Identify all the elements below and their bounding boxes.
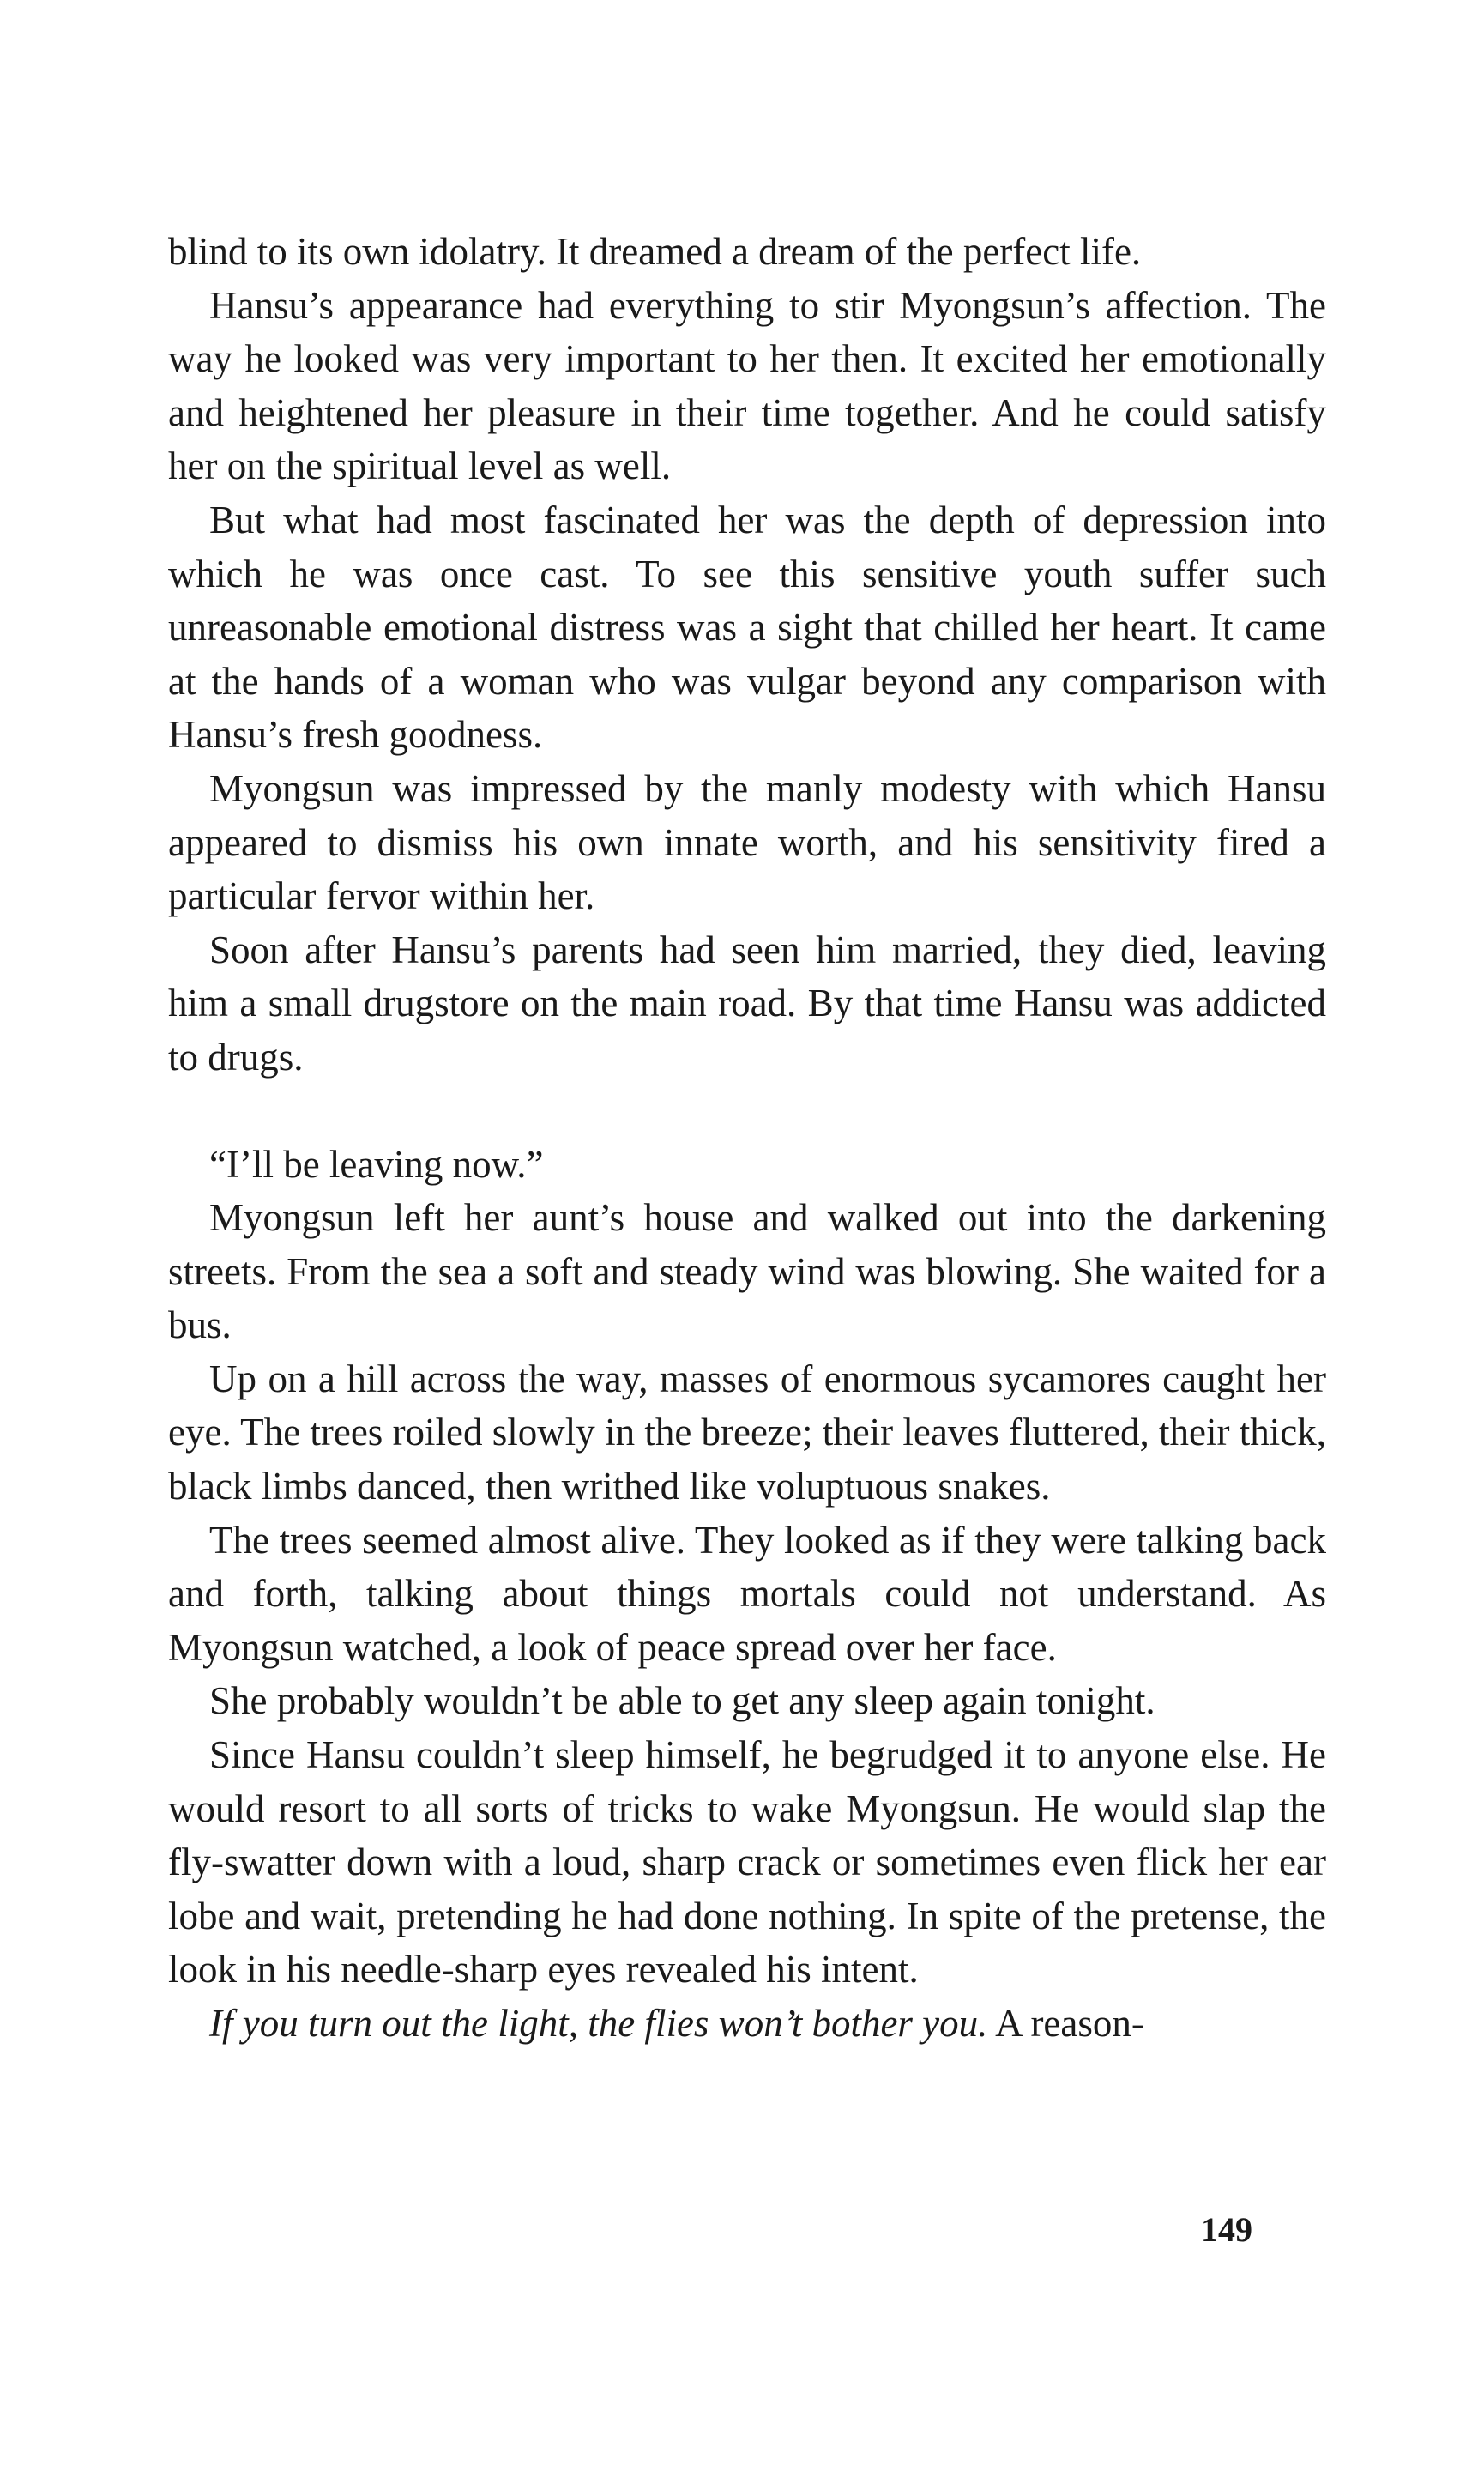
paragraph-8: Up on a hill across the way, masses of enormous sycamores caught her eye. The trees roiled slowly in the breeze; their leaves fluttered, their thick, black limbs danced, then writhed like voluptuous snakes. [168,1357,1326,1508]
paragraph-12 [168,1997,1326,2051]
paragraph-4: Myongsun was impressed by the manly modesty with which Hansu appeared to dismiss his own innate worth, and his sensitivity fired a particular fervor within her. [168,766,1326,918]
paragraph-1: blind to its own idolatry. It dreamed a dream of the perfect life. [168,230,1142,273]
body-text [168,225,1326,2051]
paragraph-2: Hansu’s appearance had everything to stir Myongsun’s affection. The way he looked was very important to her then. It excited her emotionally and heightened her pleasure in their time together. And he could satisfy her on the spiritual level as well. [168,283,1326,488]
section-break [168,1085,1326,1138]
paragraph-10: She probably wouldn’t be able to get any sleep again tonight. [209,1679,1155,1723]
paragraph-12-continuation: A reason- [987,2002,1144,2045]
paragraph-9: The trees seemed almost alive. They looked as if they were talking back and forth, talking about things mortals could not understand. As Myongsun watched, a look of peace spread over her face. [168,1518,1326,1669]
paragraph-3: But what had most fascinated her was the depth of depression into which he was once cast. To see this sensitive youth suffer such unreasonable emotional distress was a sight that chilled her heart. It came at the hands of a woman who was vulgar beyond any comparison with Hansu’s fresh goodness. [168,498,1326,757]
paragraph-11: Since Hansu couldn’t sleep himself, he begrudged it to anyone else. He would resort to all sorts of tricks to wake Myongsun. He would slap the fly-swatter down with a loud, sharp crack or sometimes even flick her ear lobe and wait, pretending he had done nothing. In spite of the pretense, the look in his needle-sharp eyes revealed his intent. [168,1733,1326,1992]
page-number: 149 [1201,2210,1252,2249]
italic-thought: If you turn out the light, the flies won’t bother you. [209,2002,988,2045]
paragraph-5: Soon after Hansu’s parents had seen him married, they died, leaving him a small drugstore on the main road. By that time Hansu was addicted to drugs. [168,928,1326,1079]
paragraph-6: “I’ll be leaving now.” [209,1142,544,1186]
paragraph-7: Myongsun left her aunt’s house and walked out into the darkening streets. From the sea a soft and steady wind was blowing. She waited for a bus. [168,1196,1326,1347]
